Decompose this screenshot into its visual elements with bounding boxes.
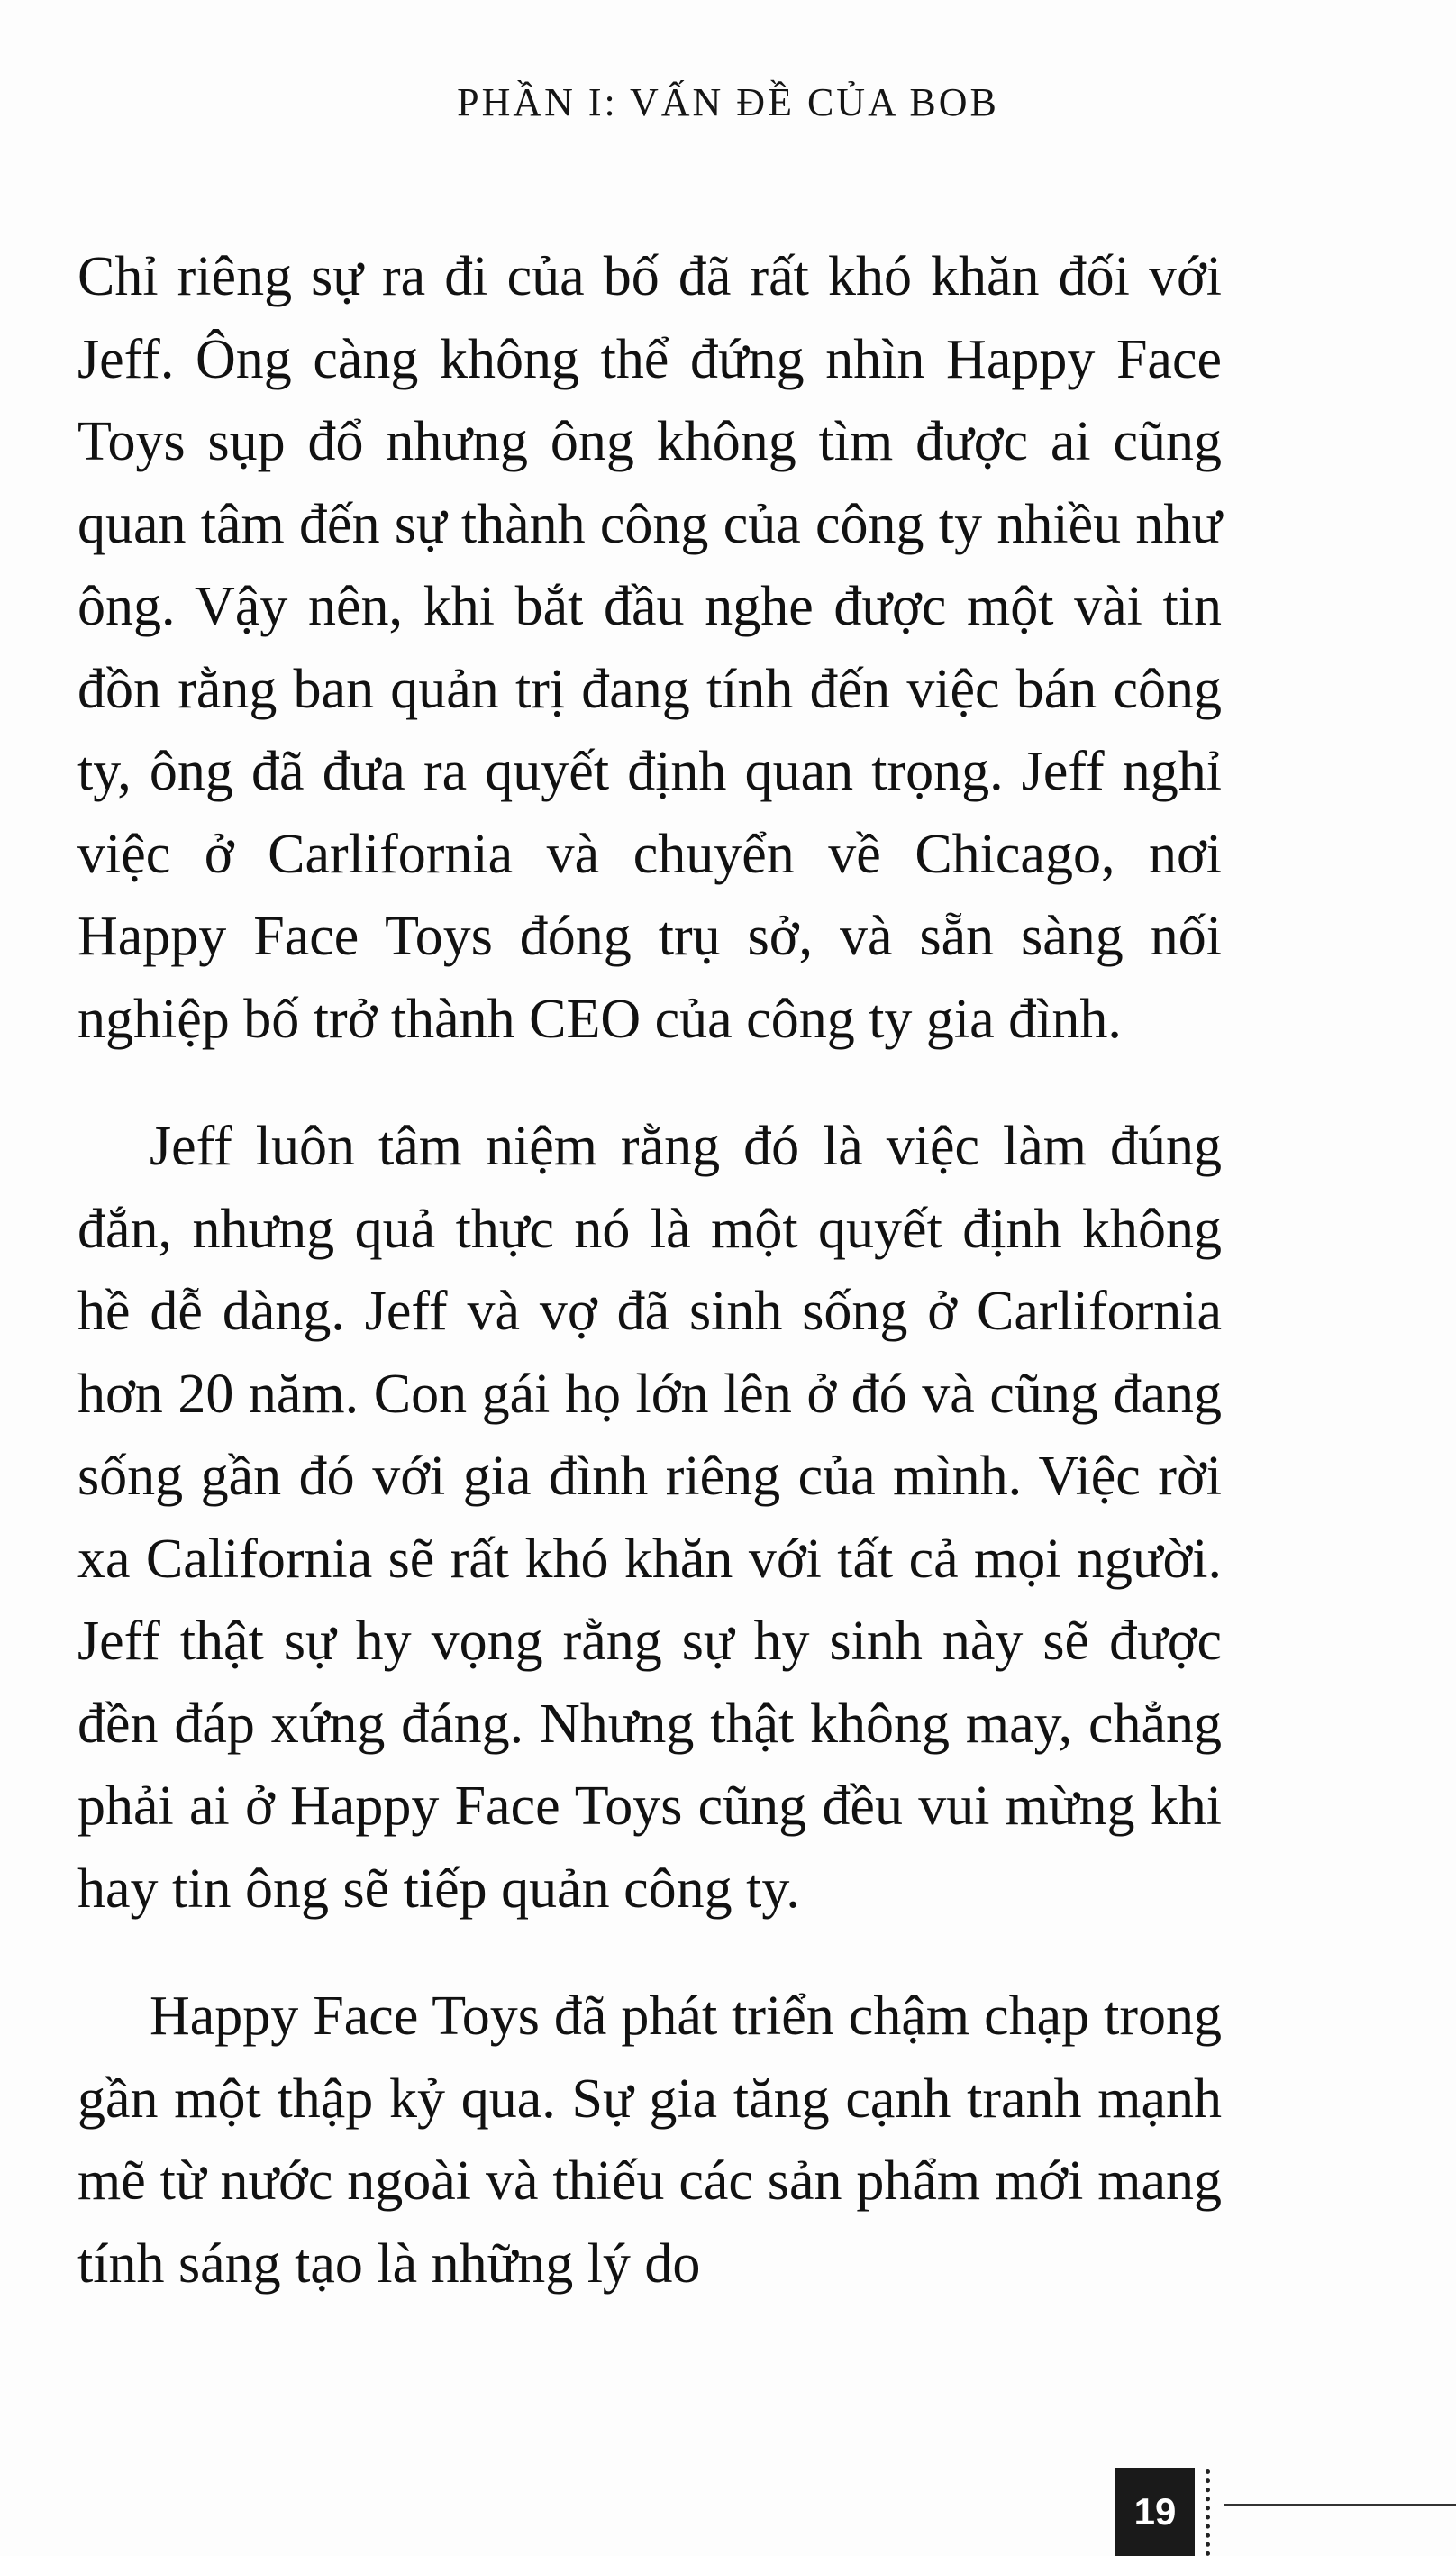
page-number: 19 [1115, 2468, 1195, 2556]
paragraph-2: Jeff luôn tâm niệm rằng đó là việc làm đúng đắn, nhưng quả thực nó là một quyết định không hề dễ dàng. Jeff và vợ đã sinh sống ở Carlifornia hơn 20 năm. Con gái họ lớn lên ở đó và cũng đang sống gần đó với gia đình riêng của mình. Việc rời xa California sẽ rất khó khăn với tất cả mọi người. Jeff thật sự hy vọng rằng sự hy sinh này sẽ được đền đáp xứng đáng. Nhưng thật không may, chẳng phải ai ở Happy Face Toys cũng đều vui mừng khi hay tin ông sẽ tiếp quản công ty. [77, 1116, 1222, 1920]
folio-rule-line [1224, 2504, 1456, 2506]
body-text [77, 236, 1222, 2305]
folio-dotted-divider [1206, 2469, 1215, 2556]
paragraph-3: Happy Face Toys đã phát triển chậm chạp trong gần một thập kỷ qua. Sự gia tăng cạnh tranh mạnh mẽ từ nước ngoài và thiếu các sản phẩm mới mang tính sáng tạo là những lý do [77, 1985, 1222, 2295]
paragraph-1: Chỉ riêng sự ra đi của bố đã rất khó khăn đối với Jeff. Ông càng không thể đứng nhìn Happy Face Toys sụp đổ nhưng ông không tìm được ai cũng quan tâm đến sự thành công của công ty nhiều như ông. Vậy nên, khi bắt đầu nghe được một vài tin đồn rằng ban quản trị đang tính đến việc bán công ty, ông đã đưa ra quyết định quan trọng. Jeff nghỉ việc ở Carlifornia và chuyển về Chicago, nơi Happy Face Toys đóng trụ sở, và sẵn sàng nối nghiệp bố trở thành CEO của công ty gia đình. [77, 246, 1222, 1050]
running-header: PHẦN I: VẤN ĐỀ CỦA BOB [457, 80, 999, 124]
